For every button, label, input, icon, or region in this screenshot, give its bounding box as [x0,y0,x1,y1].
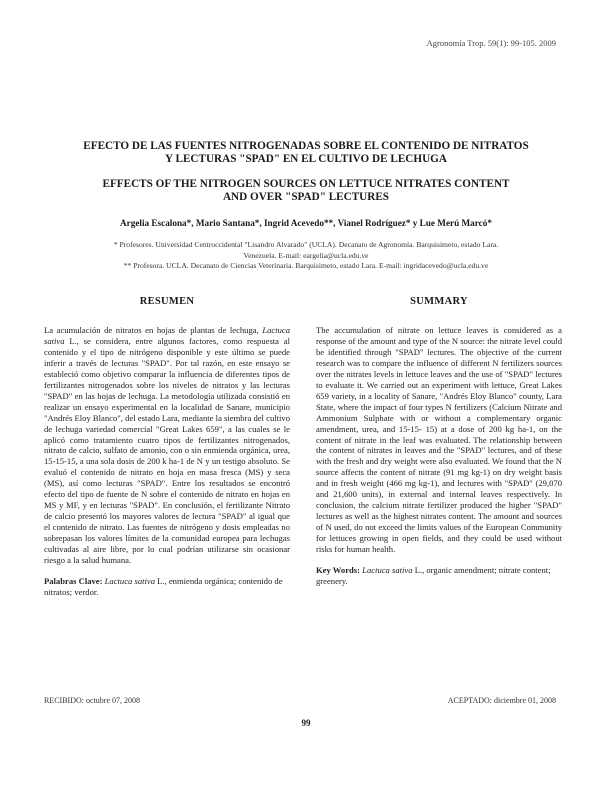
journal-citation: Agronomía Trop. 59(1): 99-105. 2009 [426,38,556,48]
affiliations [55,240,557,272]
resumen-text-start: La acumulación de nitratos en hojas de plantas de lechuga, [44,325,263,335]
affiliation-line1: * Profesores. Universidad Centroccidental "Lisandro Alvarado" (UCLA). Decanato de Agronomía. Barquisimeto, estado Lara. [113,240,499,249]
resumen-text [44,325,290,566]
summary-keywords [316,565,562,587]
english-title [40,178,572,204]
summary-keywords-label: Key Words: [316,565,361,576]
author-list: Argelia Escalona*, Mario Santana*, Ingrid Acevedo**, Vianel Rodríguez* y Lue Merú Marcó* [120,218,492,228]
summary-text: The accumulation of nitrate on lettuce leaves is considered as a response of the amount and type of the N source: the nitrate level could be identified through "SPAD" lectures. The objective of the current research was to compare the influence of different N fertilizers sources over the nitrates levels in lettuce leaves and the use of "SPAD" lectures to evaluate it. We carried out an experiment with lettuce, Great Lakes 659 variety, in a locality of Sanare, "Andrés Eloy Blanco" county, Lara State, where the impact of four types N fertilizers (Calcium Nitrate and Ammonium Sulphate with or without a complementary organic amendment, urea, and 15-15- 15) at a dose of 200 kg ha-1, on the content of nitrate in the leaf was evaluated. The relationship between the content of nitrates in leaves and the "SPAD" lectures, and of these with the fresh and dry weight were also evaluated. We found that the N source affects the content of nitrate (91 mg kg-1) on dry weight basis and in fresh weight (466 mg kg-1), and lectures with "SPAD" (29,070 and 21,600 units), in external and internal leaves respectively. In conclusion, the calcium nitrate fertilizer produced the higher "SPAD" lectures as well as the highest nitrates content. The amount and sources of N used, do not exceed the limits values of the European Community for lettuces growing in open fields, and they could be used without risks for human health. [316,325,562,555]
title-block [40,140,572,204]
spanish-title-line1: EFECTO DE LAS FUENTES NITROGENADAS SOBRE EL CONTENIDO DE NITRATOS [83,140,529,152]
summary-keywords-species: Lactuca sativa [362,565,413,576]
resumen-keywords-rest: L., enmienda orgánica; contenido de nitratos; verdor. [44,575,283,597]
summary-keywords-rest: L., organic amendment; nitrate content; greenery. [316,565,551,586]
spanish-title [40,140,572,166]
resumen-column [44,296,290,606]
summary-heading: SUMMARY [410,296,468,307]
resumen-keywords-species: Lactuca sativa [104,575,156,586]
received-date: RECIBIDO: octubre 07, 2008 [44,696,140,705]
resumen-keywords [44,576,290,598]
english-title-line2: AND OVER "SPAD" LECTURES [222,191,390,203]
summary-column [316,296,562,596]
english-title-line1: EFFECTS OF THE NITROGEN SOURCES ON LETTUCE NITRATES CONTENT [102,178,510,190]
affiliation-line3: ** Profesora. UCLA. Decanato de Ciencias Veterinaria. Barquisimeto, estado Lara. E-mail: ingridacevedo@ucla.edu.ve [123,261,489,270]
affiliation-line2: Venezuela. E-mail: eargelia@ucla.edu.ve [243,250,369,260]
page-number: 99 [301,718,311,728]
spanish-title-line2: Y LECTURAS "SPAD" EN EL CULTIVO DE LECHUGA [165,153,447,165]
resumen-text-body: L., se considera, entre algunos factores, como respuesta al contenido y el tipo de nitrógeno disponible y este último se puede inferir a través de lecturas "SPAD". Por tal razón, en este ensayo se estableció como objetivo comparar la influencia de diferentes tipos de fertilizantes nitrogenados sobre los niveles de nitratos y las lecturas "SPAD" en las hojas de lechuga. La metodología utilizada consistió en realizar un ensayo experimental en la localidad de Sanare, municipio "Andrés Eloy Blanco", del estado Lara, mediante la siembra del cultivo de lechuga variedad comercial "Great Lakes 659", a las cuales se le aplicó como tratamiento cuatro tipos de fertilizantes nitrogenados, nitrato de calcio, sulfato de amonio, con o sin enmienda orgánica, urea, 15-15-15, a una sola dosis de 200 k ha-1 de N y un testigo absoluto. Se evaluó el contenido de nitrato en hoja en masa fresca (MS) y seca (MS), así como lecturas "SPAD". Entre los resultados se encontró efecto del tipo de fuente de N sobre el contenido de nitrato en hojas en MS y MF, y en lecturas "SPAD". En conclusión, el fertilizante Nitrato de calcio presentó los mayores valores de lectura "SPAD" al igual que el contenido de nitrato. Las fuentes de nitrógeno y dosis empleadas no sobrepasan los valores límites de la comunidad europea para lechugas cultivadas al aire libre, por lo cual podrían utilizarse sin ocasionar riesgo a la salud humana. [44,335,290,566]
resumen-species: Lactuca sativa [44,325,290,346]
accepted-date: ACEPTADO: diciembre 01, 2008 [447,696,556,705]
resumen-heading: RESUMEN [139,296,195,307]
resumen-keywords-label: Palabras Clave: [44,575,103,586]
